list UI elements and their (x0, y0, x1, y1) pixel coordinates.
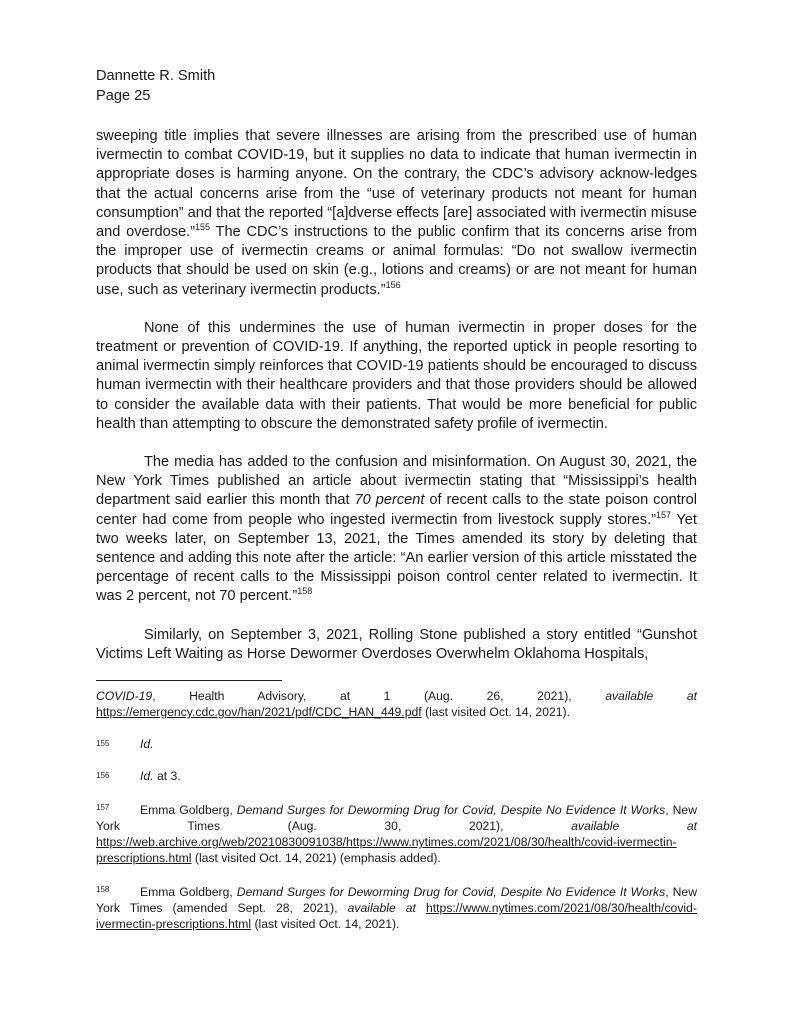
page-number: Page 25 (96, 88, 151, 104)
paragraph-cdc-advisory: sweeping title implies that severe illnesses are arising from the prescribed use of human ivermectin to combat COVID-19, but it supplies no data to indicate that human ivermectin in appropriate doses is harming anyone. On the contrary, the CDC’s advisory acknow-ledges that the actual concerns arise from the “use of veterinary products not meant for human consumption” and that the reported “[a]dverse effects [are] associated with ivermectin misuse and overdose.”$^{155}$ The CDC’s instructions to the public confirm that its concerns arise from the improper use of ivermectin creams or animal formulas: “Do not swallow ivermectin products that should be used on skin (e.g., lotions and creams) or are not meant for human use, such as veterinary ivermectin products.”$^{156}$ (96, 128, 697, 298)
paragraph-human-ivermectin: None of this undermines the use of human ivermectin in proper doses for the treatment or prevention of COVID-19. If anything, the reported uptick in people resorting to animal ivermectin simply reinforces that COVID-19 patients should be encouraged to discuss human ivermectin with their healthcare providers and that those providers should be allowed to consider the available data with their patients. That would be more beneficial for public health than attempting to obscure the demonstrated safety profile of ivermectin. (96, 319, 697, 432)
footnote-separator (96, 680, 282, 681)
footnote-157: 157 Emma Goldberg, Demand Surges for Deworming Drug for Covid, Despite No Evidence It Works, New York Times (Aug. 30, 2021), available at https://web.archive.org/web/20210830091038/https://www.nytimes.com/2021/08/30/health/covid-ivermectin-prescriptions.html (last visited Oct. 14, 2021) (emphasis added). (96, 803, 698, 865)
paragraph-rolling-stone: Similarly, on September 3, 2021, Rolling Stone published a story entitled “Gunshot Victims Left Waiting as Horse Dewormer Overdoses Overwhelm Oklahoma Hospitals, (96, 626, 697, 662)
footnote-ref-157[interactable]: 157 (656, 509, 672, 520)
footnote-continuation: COVID-19, Health Advisory, at 1 (Aug. 26, 2021), available at https://emergency.cdc.gov/han/2021/pdf/CDC_HAN_449.pdf (last visited Oct. 14, 2021). (96, 689, 697, 719)
footnote-ref-155[interactable]: 155 (195, 222, 211, 233)
footnote-ref-156[interactable]: 156 (385, 279, 401, 290)
paragraph-media-misinformation: The media has added to the confusion and misinformation. On August 30, 2021, the New York Times published an article about ivermectin stating that “Mississippi’s health department said earlier this month that 70 percent of recent calls to the state poison control center had come from people who ingested ivermectin from livestock supply stores.”$^{157}$ Yet two weeks later, on September 13, 2021, the Times amended its story by deleting that sentence and adding this note after the article: “An earlier version of this article misstated the percentage of recent calls to the Mississippi poison control center related to ivermectin. It was 2 percent, not 70 percent.”$^{158}$ (96, 454, 697, 605)
footnote-155: 155 Id. (96, 737, 154, 751)
footnotes (96, 688, 697, 948)
footnote-ref-158[interactable]: 158 (297, 586, 313, 597)
nytimes-archive-link[interactable]: https://web.archive.org/web/20210830091038/https://www.nytimes.com/2021/08/30/health/covid-ivermectin-prescriptions.html (96, 835, 677, 865)
addressee-name: Dannette R. Smith (96, 68, 216, 84)
letter-header (96, 66, 215, 106)
emphasis-70-percent: 70 percent (354, 492, 425, 509)
footnote-158: 158 Emma Goldberg, Demand Surges for Deworming Drug for Covid, Despite No Evidence It Works, New York Times (amended Sept. 28, 2021), available at https://www.nytimes.com/2021/08/30/health/covid-ivermectin-prescriptions.html (last visited Oct. 14, 2021). (96, 885, 698, 931)
body-text (96, 127, 697, 683)
nytimes-article-link[interactable]: https://www.nytimes.com/2021/08/30/health/covid-ivermectin-prescriptions.html (96, 901, 697, 931)
footnote-156: 156 Id. at 3. (96, 769, 181, 783)
cdc-han-link[interactable]: https://emergency.cdc.gov/han/2021/pdf/CDC_HAN_449.pdf (96, 705, 422, 719)
